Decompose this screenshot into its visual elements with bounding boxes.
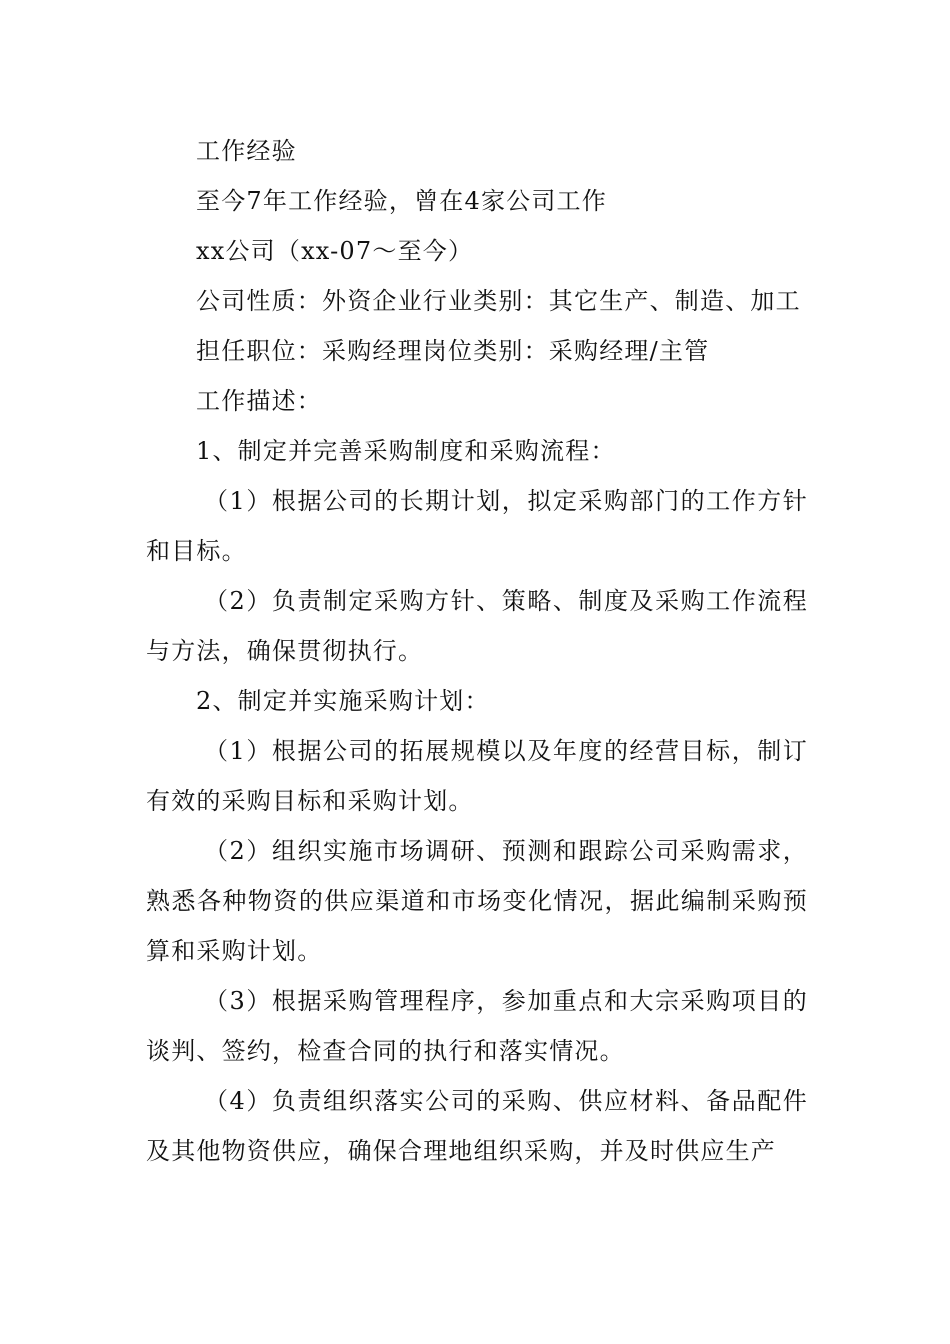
duty-item-1: 1、制定并完善采购制度和采购流程： (196, 437, 616, 465)
duty-item-2-1: （1）根据公司的拓展规模以及年度的经营目标，制订有效的采购目标和采购计划。 (146, 737, 808, 815)
duty-item-1-1: （1）根据公司的长期计划，拟定采购部门的工作方针和目标。 (146, 487, 808, 565)
duty-item-1-2: （2）负责制定采购方针、策略、制度及采购工作流程与方法，确保贯彻执行。 (146, 587, 808, 665)
experience-summary: 至今7年工作经验，曾在4家公司工作 (196, 187, 607, 215)
position-held: 担任职位：采购经理岗位类别：采购经理/主管 (196, 337, 710, 365)
document-body (146, 126, 808, 1176)
duty-item-2-4: （4）负责组织落实公司的采购、供应材料、备品配件及其他物资供应，确保合理地组织采购，并及时供应生产 (146, 1087, 808, 1165)
duty-item-2-3: （3）根据采购管理程序，参加重点和大宗采购项目的谈判、签约，检查合同的执行和落实情况。 (146, 987, 808, 1065)
duty-item-2-2: （2）组织实施市场调研、预测和跟踪公司采购需求，熟悉各种物资的供应渠道和市场变化情况，据此编制采购预算和采购计划。 (146, 837, 808, 965)
company-nature: 公司性质：外资企业行业类别：其它生产、制造、加工 (196, 287, 801, 315)
section-heading-work-experience: 工作经验 (196, 137, 297, 165)
company-entry: xx公司（xx-07～至今） (196, 237, 474, 265)
duty-item-2: 2、制定并实施采购计划： (196, 687, 490, 715)
job-description-heading: 工作描述： (196, 387, 322, 415)
